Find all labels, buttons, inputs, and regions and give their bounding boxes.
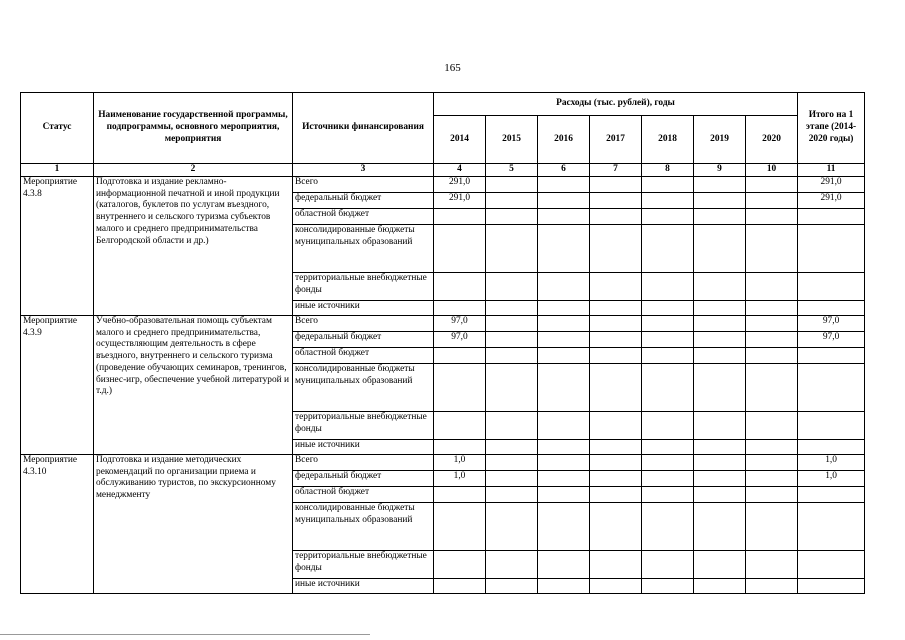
year-value xyxy=(590,300,642,315)
year-value xyxy=(746,176,798,192)
year-value xyxy=(746,224,798,272)
year-value xyxy=(642,411,694,439)
year-value xyxy=(694,272,746,300)
scan-artifact-line xyxy=(0,634,370,635)
year-value xyxy=(538,176,590,192)
year-value xyxy=(746,347,798,363)
year-value xyxy=(694,470,746,486)
year-value xyxy=(694,300,746,315)
year-value xyxy=(694,454,746,470)
year-value xyxy=(434,550,486,578)
year-value xyxy=(746,486,798,502)
year-value xyxy=(486,363,538,411)
total-value: 291,0 xyxy=(798,192,865,208)
year-value xyxy=(694,502,746,550)
total-value xyxy=(798,300,865,315)
year-value xyxy=(486,470,538,486)
column-number: 11 xyxy=(798,164,865,177)
year-value xyxy=(694,347,746,363)
year-value xyxy=(538,411,590,439)
funding-source: федеральный бюджет xyxy=(293,192,434,208)
total-value: 1,0 xyxy=(798,470,865,486)
year-value xyxy=(434,411,486,439)
total-value xyxy=(798,439,865,454)
year-value xyxy=(434,363,486,411)
measure-row xyxy=(21,315,865,331)
year-value xyxy=(434,347,486,363)
year-value xyxy=(590,363,642,411)
year-value xyxy=(434,486,486,502)
year-value xyxy=(538,347,590,363)
year-value xyxy=(746,454,798,470)
year-value xyxy=(642,331,694,347)
year-value xyxy=(694,486,746,502)
year-value xyxy=(486,331,538,347)
total-value xyxy=(798,347,865,363)
column-number: 3 xyxy=(293,164,434,177)
year-value xyxy=(434,300,486,315)
year-value xyxy=(642,470,694,486)
measures-body xyxy=(21,176,865,593)
funding-source: территориальные внебюджетные фонды xyxy=(293,550,434,578)
column-number: 2 xyxy=(94,164,293,177)
year-value: 97,0 xyxy=(434,315,486,331)
column-number: 6 xyxy=(538,164,590,177)
year-value xyxy=(486,272,538,300)
year-value xyxy=(590,486,642,502)
year-value xyxy=(642,176,694,192)
year-value xyxy=(538,454,590,470)
year-value xyxy=(486,347,538,363)
funding-source: областной бюджет xyxy=(293,347,434,363)
header-status: Статус xyxy=(21,93,94,164)
total-value: 1,0 xyxy=(798,454,865,470)
funding-source: федеральный бюджет xyxy=(293,331,434,347)
total-value xyxy=(798,272,865,300)
column-number: 7 xyxy=(590,164,642,177)
year-value xyxy=(538,331,590,347)
funding-source: консолидированные бюджеты муниципальных образований xyxy=(293,363,434,411)
year-value xyxy=(746,550,798,578)
header-year: 2014 xyxy=(434,116,486,164)
year-value: 291,0 xyxy=(434,192,486,208)
total-value: 97,0 xyxy=(798,331,865,347)
year-value xyxy=(694,208,746,224)
year-value xyxy=(642,208,694,224)
year-value xyxy=(538,578,590,593)
year-value xyxy=(590,224,642,272)
year-value xyxy=(486,208,538,224)
year-value xyxy=(642,315,694,331)
measure-name: Подготовка и издание рекламно-информационной печатной и иной продукции (каталогов, буклетов по услугам въездного, внутреннего и сельского туризма субъектов малого и среднего предпринимательства Белгородской области и др.) xyxy=(94,176,293,315)
year-value xyxy=(486,486,538,502)
total-value xyxy=(798,486,865,502)
year-value xyxy=(642,363,694,411)
year-value xyxy=(746,192,798,208)
year-value xyxy=(642,300,694,315)
budget-table xyxy=(20,92,865,594)
year-value xyxy=(486,315,538,331)
year-value xyxy=(746,470,798,486)
year-value xyxy=(642,486,694,502)
year-value xyxy=(642,550,694,578)
year-value xyxy=(590,454,642,470)
year-value xyxy=(538,224,590,272)
year-value xyxy=(590,192,642,208)
year-value xyxy=(538,300,590,315)
year-value xyxy=(642,192,694,208)
year-value xyxy=(590,208,642,224)
year-value xyxy=(694,411,746,439)
year-value xyxy=(590,578,642,593)
year-value xyxy=(746,331,798,347)
year-value xyxy=(434,578,486,593)
year-value xyxy=(538,192,590,208)
year-value xyxy=(746,272,798,300)
year-value xyxy=(434,502,486,550)
year-value xyxy=(590,439,642,454)
year-value xyxy=(538,502,590,550)
year-value xyxy=(538,470,590,486)
year-value xyxy=(746,439,798,454)
year-value xyxy=(642,347,694,363)
year-value xyxy=(590,315,642,331)
total-value xyxy=(798,363,865,411)
year-value xyxy=(538,363,590,411)
funding-source: консолидированные бюджеты муниципальных образований xyxy=(293,224,434,272)
year-value xyxy=(746,502,798,550)
year-value xyxy=(694,578,746,593)
year-value xyxy=(486,578,538,593)
total-value xyxy=(798,224,865,272)
year-value xyxy=(434,439,486,454)
year-value xyxy=(486,176,538,192)
year-value xyxy=(486,192,538,208)
year-value xyxy=(746,300,798,315)
year-value xyxy=(694,176,746,192)
funding-source: иные источники xyxy=(293,300,434,315)
header-year: 2018 xyxy=(642,116,694,164)
year-value xyxy=(642,454,694,470)
header-year: 2019 xyxy=(694,116,746,164)
total-value xyxy=(798,411,865,439)
year-value xyxy=(590,331,642,347)
header-sources: Источники финансирования xyxy=(293,93,434,164)
funding-source: территориальные внебюджетные фонды xyxy=(293,411,434,439)
year-value xyxy=(642,272,694,300)
year-value xyxy=(538,315,590,331)
year-value xyxy=(538,439,590,454)
year-value xyxy=(642,224,694,272)
year-value xyxy=(590,550,642,578)
year-value xyxy=(590,502,642,550)
measure-row xyxy=(21,176,865,192)
total-value: 97,0 xyxy=(798,315,865,331)
year-value: 1,0 xyxy=(434,454,486,470)
header-name: Наименование государственной программы, подпрограммы, основного мероприятия, мероприятия xyxy=(94,93,293,164)
total-value xyxy=(798,550,865,578)
year-value xyxy=(486,454,538,470)
year-value xyxy=(694,224,746,272)
measure-row xyxy=(21,454,865,470)
column-number: 9 xyxy=(694,164,746,177)
year-value xyxy=(486,224,538,272)
year-value xyxy=(642,439,694,454)
year-value xyxy=(694,315,746,331)
year-value xyxy=(694,363,746,411)
year-value xyxy=(694,331,746,347)
header-expenses: Расходы (тыс. рублей), годы xyxy=(434,93,798,116)
funding-source: федеральный бюджет xyxy=(293,470,434,486)
column-number: 10 xyxy=(746,164,798,177)
year-value xyxy=(642,502,694,550)
funding-source: иные источники xyxy=(293,578,434,593)
year-value xyxy=(590,347,642,363)
year-value xyxy=(642,578,694,593)
year-value xyxy=(538,272,590,300)
funding-source: Всего xyxy=(293,454,434,470)
year-value xyxy=(486,550,538,578)
column-number: 5 xyxy=(486,164,538,177)
year-value xyxy=(694,192,746,208)
year-value xyxy=(486,502,538,550)
measure-status: Мероприятие 4.3.9 xyxy=(21,315,94,454)
year-value xyxy=(434,272,486,300)
header-year: 2016 xyxy=(538,116,590,164)
total-value xyxy=(798,208,865,224)
year-value xyxy=(486,439,538,454)
funding-source: областной бюджет xyxy=(293,486,434,502)
total-value xyxy=(798,578,865,593)
measure-name: Учебно-образовательная помощь субъектам малого и среднего предпринимательства, осуществляющим деятельность в сфере въездного, внутреннего и сельского туризма (проведение обучающих семинаров, тренингов, бизнес-игр, обеспечение учебной литературой и т.д.) xyxy=(94,315,293,454)
year-value xyxy=(538,208,590,224)
total-value xyxy=(798,502,865,550)
year-value: 1,0 xyxy=(434,470,486,486)
year-value xyxy=(746,315,798,331)
column-number: 4 xyxy=(434,164,486,177)
header-year: 2017 xyxy=(590,116,642,164)
funding-source: территориальные внебюджетные фонды xyxy=(293,272,434,300)
year-value: 97,0 xyxy=(434,331,486,347)
year-value xyxy=(486,411,538,439)
column-number: 1 xyxy=(21,164,94,177)
year-value xyxy=(590,272,642,300)
measure-name: Подготовка и издание методических рекомендаций по организации приема и обслуживанию туристов, по экскурсионному менеджменту xyxy=(94,454,293,593)
year-value xyxy=(746,411,798,439)
page-number: 165 xyxy=(444,62,461,74)
header-year: 2020 xyxy=(746,116,798,164)
year-value xyxy=(538,550,590,578)
year-value xyxy=(746,363,798,411)
year-value xyxy=(590,411,642,439)
year-value xyxy=(434,208,486,224)
year-value: 291,0 xyxy=(434,176,486,192)
measure-status: Мероприятие 4.3.8 xyxy=(21,176,94,315)
funding-source: иные источники xyxy=(293,439,434,454)
funding-source: Всего xyxy=(293,315,434,331)
year-value xyxy=(694,439,746,454)
header-year: 2015 xyxy=(486,116,538,164)
year-value xyxy=(590,470,642,486)
total-value: 291,0 xyxy=(798,176,865,192)
year-value xyxy=(746,208,798,224)
funding-source: консолидированные бюджеты муниципальных образований xyxy=(293,502,434,550)
year-value xyxy=(486,300,538,315)
year-value xyxy=(434,224,486,272)
year-value xyxy=(694,550,746,578)
header-total: Итого на 1 этапе (2014-2020 годы) xyxy=(798,93,865,164)
year-value xyxy=(590,176,642,192)
year-value xyxy=(538,486,590,502)
measure-status: Мероприятие 4.3.10 xyxy=(21,454,94,593)
column-number: 8 xyxy=(642,164,694,177)
year-value xyxy=(746,578,798,593)
funding-source: областной бюджет xyxy=(293,208,434,224)
funding-source: Всего xyxy=(293,176,434,192)
